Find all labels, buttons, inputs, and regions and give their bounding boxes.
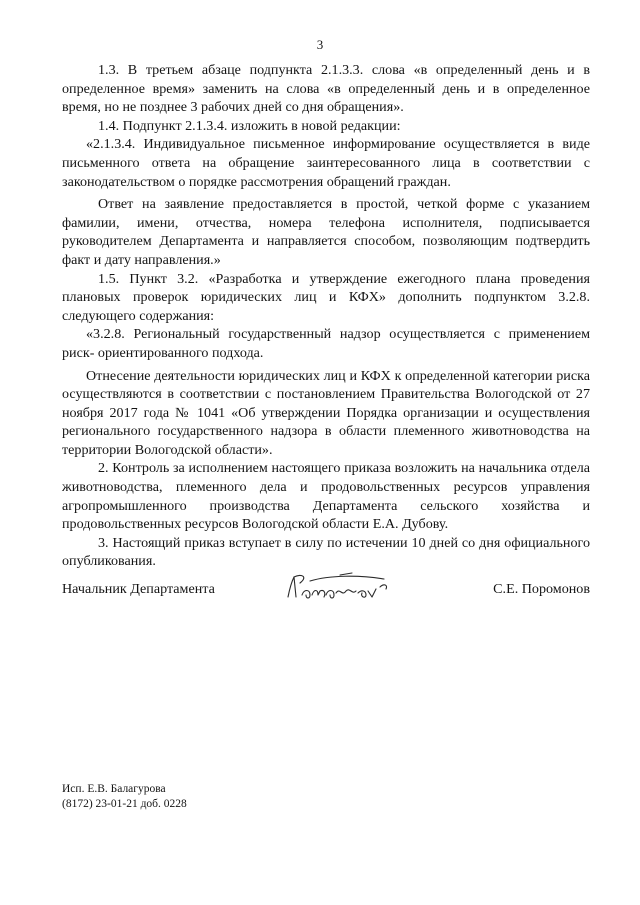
document-body <box>62 61 590 571</box>
signatory-name: С.Е. Поромонов <box>493 581 590 597</box>
page-number: 3 <box>316 37 324 52</box>
signature-block <box>62 581 590 621</box>
paragraph-3-effective: 3. Настоящий приказ вступает в силу по истечении 10 дней со дня официального опубликования. <box>62 534 590 570</box>
paragraph-answer: Ответ на заявление предоставляется в простой, четкой форме с указанием фамилии, имени, отчества, номера телефона исполнителя, подписывается руководителем Департамента и направляется способом, позволяющим подтвердить факт и дату направления.» <box>62 196 590 268</box>
signatory-title: Начальник Департамента <box>62 581 215 597</box>
executor-phone: (8172) 23-01-21 доб. 0228 <box>62 798 187 810</box>
executor-name: Исп. Е.В. Балагурова <box>62 783 166 795</box>
paragraph-2-1-3-4: «2.1.3.4. Индивидуальное письменное информирование осуществляется в виде письменного ответа на обращение заинтересованного лица в соответствии с законодательством о порядке рассмотрения обращений граждан. <box>62 136 590 190</box>
handwritten-signature <box>280 567 400 607</box>
paragraph-1-5: 1.5. Пункт 3.2. «Разработка и утверждение ежегодного плана проведения плановых проверок юридических лиц и КФХ» дополнить подпунктом 3.2.8. следующего содержания: <box>62 270 590 324</box>
paragraph-3-2-8: «3.2.8. Региональный государственный надзор осуществляется с применением риск- ориентированного подхода. <box>62 326 590 361</box>
paragraph-risk-category: Отнесение деятельности юридических лиц и КФХ к определенной категории риска осуществляются в соответствии с постановлением Правительства Вологодской от 27 ноября 2017 года № 1041 «Об утверждении Порядка организации и осуществления регионального государственного надзора в области племенного животноводства на территории Вологодской области». <box>62 367 590 458</box>
paragraph-2-control: 2. Контроль за исполнением настоящего приказа возложить на начальника отдела животноводства, племенного дела и продовольственных ресурсов управления агропромышленного производства Департамента сельского хозяйства и продовольственных ресурсов Вологодской области Е.А. Дубову. <box>62 460 590 533</box>
paragraph-1-4: 1.4. Подпункт 2.1.3.4. изложить в новой редакции: <box>98 117 401 134</box>
paragraph-1-3: 1.3. В третьем абзаце подпункта 2.1.3.3. слова «в определенный день и в определенное время» заменить на слова «в определенный день и в определенное время, но не позднее 3 рабочих дней со дня обращения». <box>62 62 590 116</box>
executor-info <box>62 782 187 812</box>
